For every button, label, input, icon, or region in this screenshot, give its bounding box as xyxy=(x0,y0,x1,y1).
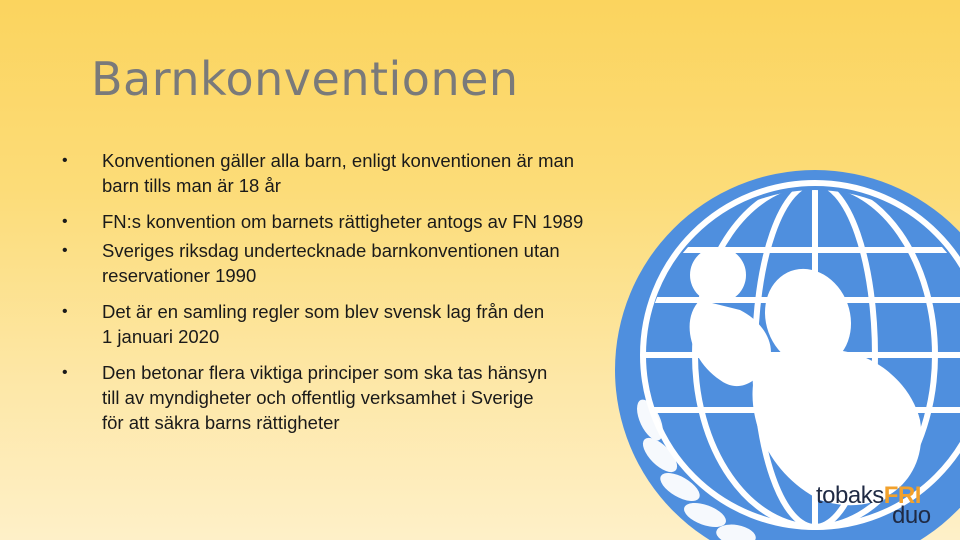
bullet-item xyxy=(62,148,682,198)
bullet-text-line: Sveriges riksdag undertecknade barnkonventionen utan xyxy=(102,240,560,261)
logo-text-fri: FRI xyxy=(883,482,921,509)
bullet-dot: • xyxy=(62,303,68,320)
bullet-dot: • xyxy=(62,364,68,381)
bullet-text-line: Det är en samling regler som blev svensk lag från den xyxy=(102,301,545,322)
logo-text-tobaks: tobaks xyxy=(816,482,884,509)
bullet-item xyxy=(62,299,682,349)
bullet-item xyxy=(62,209,682,234)
bullet-dot: • xyxy=(62,242,68,259)
bullet-dot: • xyxy=(62,152,68,169)
bullet-text-line: Den betonar flera viktiga principer som ska tas hänsyn xyxy=(102,362,548,383)
bullet-text-line: FN:s konvention om barnets rättigheter antogs av FN 1989 xyxy=(102,211,584,232)
slide-title: Barnkonventionen xyxy=(91,52,519,106)
tobaksfri-duo-logo xyxy=(816,484,936,528)
bullet-text-line: Konventionen gäller alla barn, enligt konventionen är man xyxy=(102,150,575,171)
bullet-text-line: barn tills man är 18 år xyxy=(102,175,281,196)
logo-text-duo: duo xyxy=(892,502,931,529)
bullet-list xyxy=(62,148,682,435)
bullet-item xyxy=(62,360,682,435)
bullet-text-line: reservationer 1990 xyxy=(102,265,257,286)
bullet-text-line: för att säkra barns rättigheter xyxy=(102,412,340,433)
bullet-text-line: 1 januari 2020 xyxy=(102,326,220,347)
bullet-item xyxy=(62,238,682,288)
bullet-text-line: till av myndigheter och offentlig verksamhet i Sverige xyxy=(102,387,534,408)
bullet-dot: • xyxy=(62,213,68,230)
